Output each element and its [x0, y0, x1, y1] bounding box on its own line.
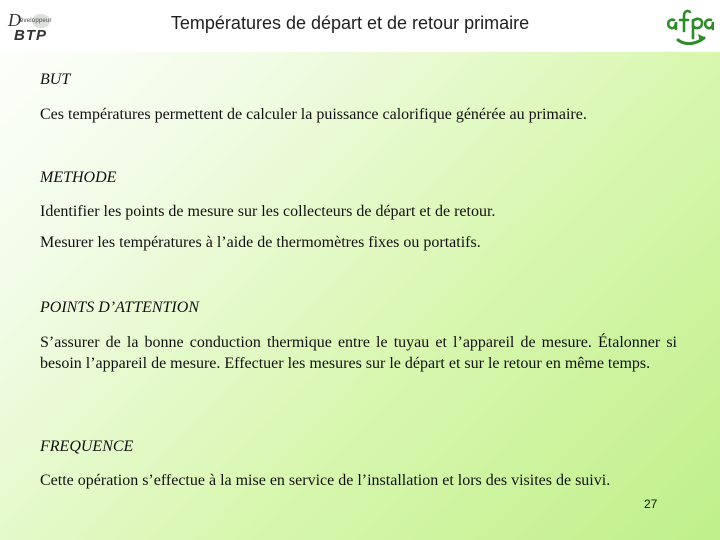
logo-big-letter: D [8, 10, 21, 30]
section-heading-but: BUT [40, 71, 71, 88]
points-attention-text: S’assurer de la bonne conduction thermique entre le tuyau et l’appareil de mesure. Étalonner si besoin l’appareil de mesure. Effectuer les mesures sur le départ et sur le retour en même temps. [40, 334, 677, 372]
logo-brand-text: BTP [14, 27, 47, 44]
page-title: Températures de départ et de retour primaire [170, 13, 530, 33]
developpeur-btp-logo [6, 8, 66, 46]
frequence-text: Cette opération s’effectue à la mise en service de l’installation et lors des visites de suivi. [40, 472, 611, 489]
section-heading-frequence: FREQUENCE [40, 438, 134, 455]
but-text: Ces températures permettent de calculer la puissance calorifique générée au primaire. [40, 106, 587, 123]
logo-small-text: éveloppeur [20, 18, 52, 24]
section-heading-methode: METHODE [40, 169, 117, 186]
header-bar [0, 0, 720, 52]
methode-line-1: Identifier les points de mesure sur les collecteurs de départ et de retour. [40, 203, 496, 220]
methode-line-2: Mesurer les températures à l’aide de thermomètres fixes ou portatifs. [40, 234, 481, 251]
afpa-logo [664, 4, 714, 50]
page-number: 27 [644, 497, 658, 511]
afpa-logo-icon [664, 4, 714, 50]
section-heading-points-attention: POINTS D’ATTENTION [40, 299, 199, 316]
